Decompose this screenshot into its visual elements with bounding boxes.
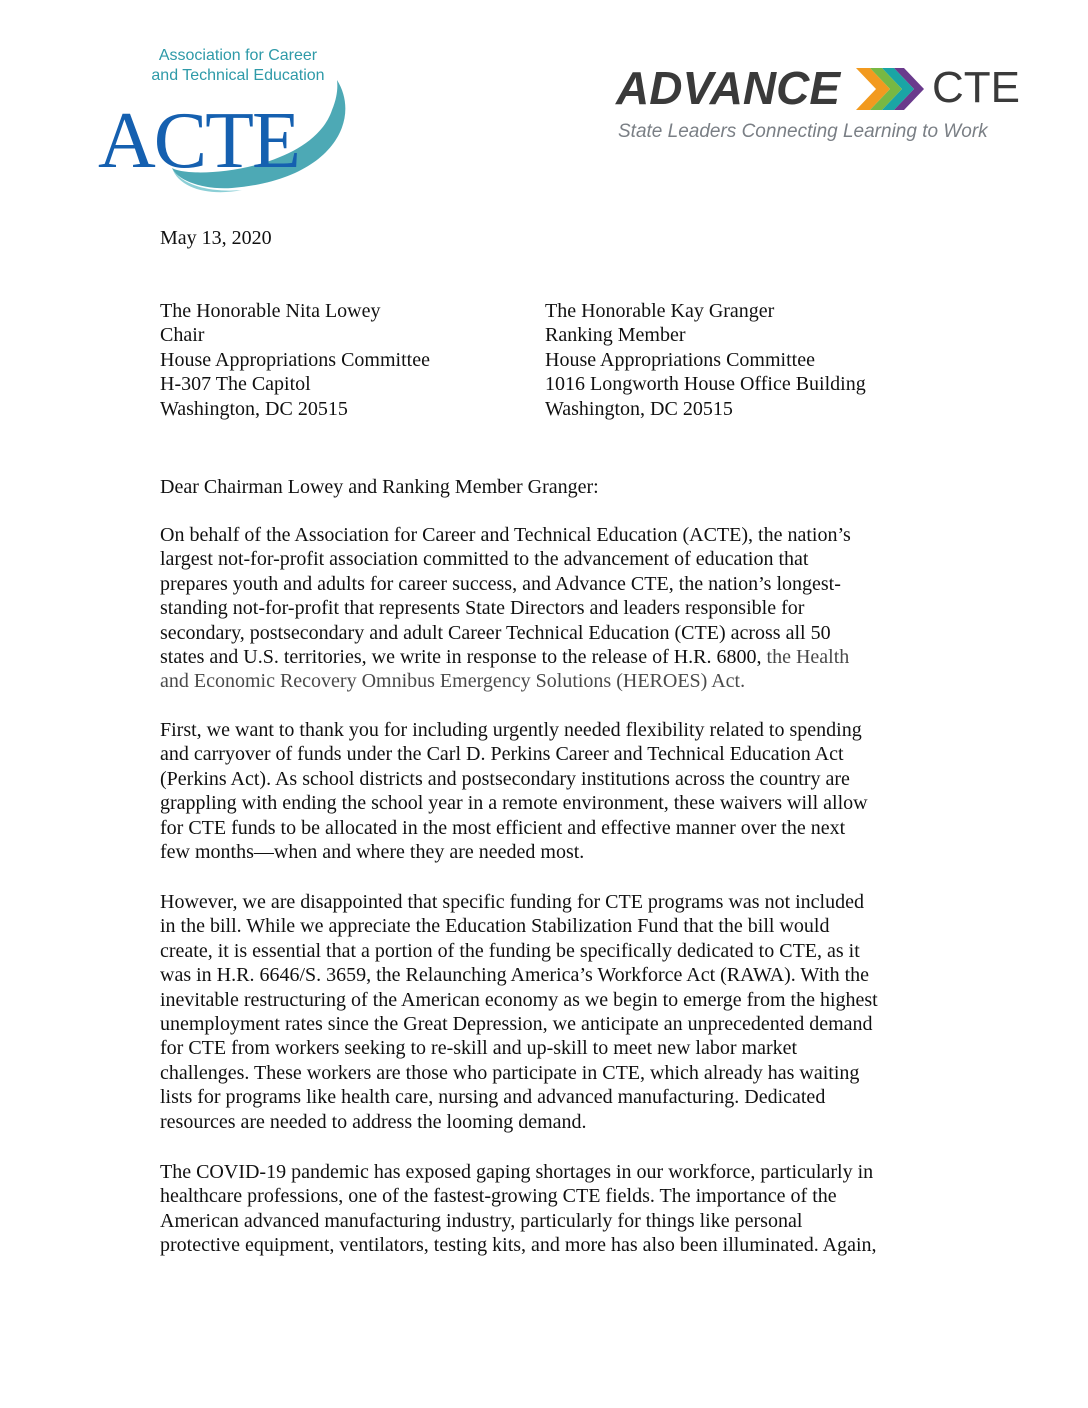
acte-logo bbox=[92, 40, 362, 200]
letter-date: May 13, 2020 bbox=[160, 227, 272, 249]
paragraph-line: unemployment rates since the Great Depression, we anticipate an unprecedented demand bbox=[160, 1013, 873, 1036]
paragraph-line: healthcare professions, one of the fastest-growing CTE fields. The importance of the bbox=[160, 1185, 837, 1208]
recipient-line: Washington, DC 20515 bbox=[545, 397, 733, 420]
paragraph-line: inevitable restructuring of the American economy as we begin to emerge from the highest bbox=[160, 988, 878, 1011]
advance-cte-logo bbox=[616, 60, 1020, 150]
paragraph-line: few months—when and where they are needed most. bbox=[160, 841, 585, 864]
paragraph-line: On behalf of the Association for Career and Technical Education (ACTE), the nation’s bbox=[160, 524, 851, 546]
paragraph-3 bbox=[160, 890, 878, 1134]
acte-tagline-line1: Association for Career bbox=[158, 47, 318, 64]
paragraph-4 bbox=[160, 1160, 877, 1258]
paragraph-line: prepares youth and adults for career success, and Advance CTE, the nation’s longest- bbox=[160, 572, 841, 595]
recipient-line: The Honorable Nita Lowey bbox=[160, 300, 381, 322]
paragraph-line: and carryover of funds under the Carl D. Perkins Career and Technical Education Act bbox=[160, 743, 844, 766]
paragraph-1 bbox=[160, 523, 851, 694]
paragraph-line: lists for programs like health care, nursing and advanced manufacturing. Dedicated bbox=[160, 1086, 826, 1109]
paragraph-line bbox=[160, 645, 851, 669]
recipient-address-right bbox=[545, 299, 866, 421]
paragraph-line: secondary, postsecondary and adult Career Technical Education (CTE) across all 50 bbox=[160, 621, 831, 644]
paragraph-line: grappling with ending the school year in a remote environment, these waivers will allow bbox=[160, 792, 868, 815]
paragraph-line: and Economic Recovery Omnibus Emergency Solutions (HEROES) Act. bbox=[160, 670, 746, 693]
paragraph-line: create, it is essential that a portion of the funding be specifically dedicated to CTE, as it bbox=[160, 939, 860, 962]
recipient-line: House Appropriations Committee bbox=[160, 348, 430, 371]
recipient-line: The Honorable Kay Granger bbox=[545, 300, 775, 322]
recipient-line: Washington, DC 20515 bbox=[160, 397, 348, 420]
paragraph-line: resources are needed to address the looming demand. bbox=[160, 1110, 587, 1133]
paragraph-line: challenges. These workers are those who participate in CTE, which already has waiting bbox=[160, 1061, 860, 1084]
paragraph-2 bbox=[160, 718, 868, 864]
paragraph-line: largest not-for-profit association committed to the advancement of education that bbox=[160, 548, 809, 571]
paragraph-line: protective equipment, ventilators, testing kits, and more has also been illuminated. Again, bbox=[160, 1234, 877, 1257]
paragraph-line: American advanced manufacturing industry, particularly for things like personal bbox=[160, 1209, 803, 1232]
recipient-line: House Appropriations Committee bbox=[545, 348, 815, 371]
recipient-line: Ranking Member bbox=[545, 324, 686, 347]
chevron-arrow-icon bbox=[856, 66, 932, 112]
recipient-line: 1016 Longworth House Office Building bbox=[545, 373, 866, 396]
paragraph-line: was in H.R. 6646/S. 3659, the Relaunching America’s Workforce Act (RAWA). With the bbox=[160, 964, 870, 987]
acte-tagline-line2: and Technical Education bbox=[151, 67, 325, 84]
paragraph-line: for CTE funds to be allocated in the most efficient and effective manner over the next bbox=[160, 816, 846, 839]
recipient-line: Chair bbox=[160, 324, 205, 347]
paragraph-line-text: states and U.S. territories, we write in response to the release of H.R. 6800, bbox=[160, 646, 767, 669]
acte-tagline bbox=[118, 46, 358, 86]
paragraph-line: in the bill. While we appreciate the Education Stabilization Fund that the bill would bbox=[160, 915, 830, 938]
advance-wordmark: ADVANCE bbox=[616, 62, 841, 114]
paragraph-line: However, we are disappointed that specific funding for CTE programs was not included bbox=[160, 891, 864, 913]
cte-wordmark: CTE bbox=[932, 63, 1020, 112]
paragraph-line-grey-text: the Health bbox=[766, 646, 850, 669]
paragraph-line: (Perkins Act). As school districts and postsecondary institutions across the country are bbox=[160, 767, 850, 790]
paragraph-line: The COVID-19 pandemic has exposed gaping shortages in our workforce, particularly in bbox=[160, 1161, 874, 1183]
advance-cte-tagline: State Leaders Connecting Learning to Work bbox=[618, 121, 988, 142]
paragraph-line: First, we want to thank you for including urgently needed flexibility related to spending bbox=[160, 719, 862, 741]
paragraph-line: standing not-for-profit that represents State Directors and leaders responsible for bbox=[160, 597, 805, 620]
paragraph-line: for CTE from workers seeking to re-skill and up-skill to meet new labor market bbox=[160, 1037, 798, 1060]
acte-wordmark: ACTE bbox=[98, 97, 299, 185]
recipient-address-left bbox=[160, 299, 430, 421]
salutation: Dear Chairman Lowey and Ranking Member Granger: bbox=[160, 476, 599, 498]
recipient-line: H-307 The Capitol bbox=[160, 373, 311, 396]
